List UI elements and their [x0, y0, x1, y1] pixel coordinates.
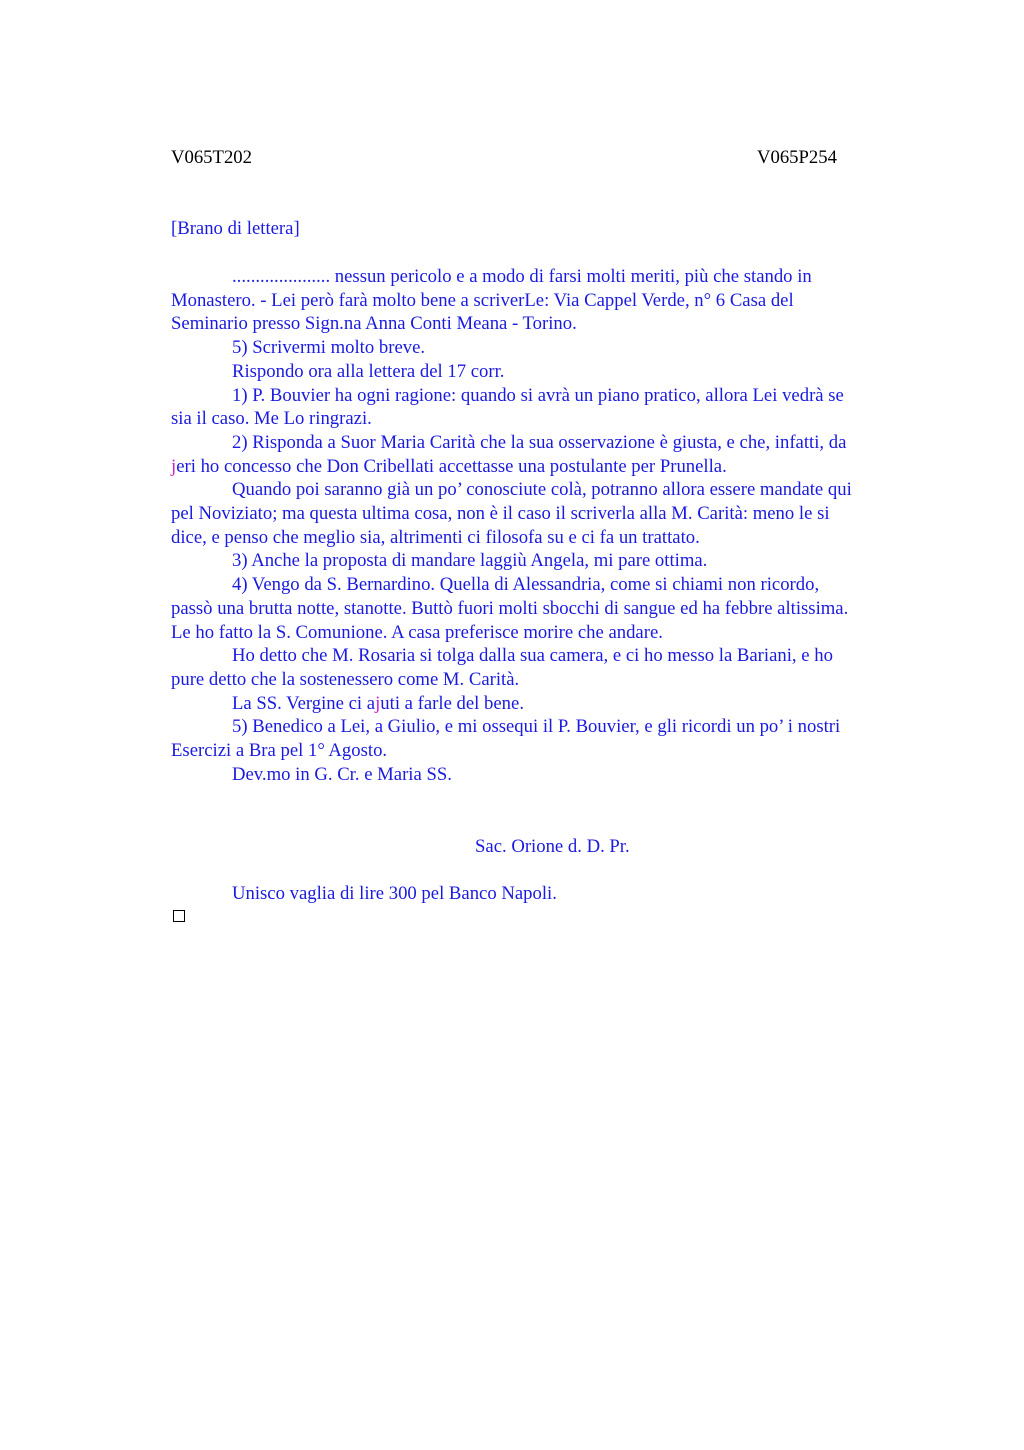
- header-left-code: V065T202: [171, 147, 252, 168]
- paragraph-item-2-continued: eri ho concesso che Don Cribellati accettasse una postulante per Prunella.: [176, 455, 727, 477]
- paragraph-item-3: 3) Anche la proposta di mandare laggiù Angela, mi pare ottima.: [232, 550, 708, 572]
- paragraph-rosaria: Ho detto che M. Rosaria si tolga dalla sua camera, e ci ho messo la Bariani, e ho pure detto che la sostenessero come M. Carità.: [171, 645, 833, 690]
- paragraph-novitiate: Quando poi saranno già un po’ conosciute colà, potranno allora essere mandate qui pel Noviziato; ma questa ultima cosa, non è il caso il scriverla alla M. Carità: meno le si dice, e penso che meglio sia, altrimenti ci filosofa su e ci fa un trattato.: [171, 479, 852, 548]
- paragraph-item-2: [171, 431, 931, 478]
- paragraph-item-4: 4) Vengo da S. Bernardino. Quella di Alessandria, come si chiami non ricordo, passò una brutta notte, stanotte. Buttò fuori molti sbocchi di sangue ed ha febbre altissima. Le ho fatto la S. Comunione. A casa preferisce morire che andare.: [171, 574, 849, 643]
- paragraph-closing: Dev.mo in G. Cr. e Maria SS.: [232, 763, 452, 785]
- paragraph-blessing-continued: uti a farle del bene.: [380, 692, 524, 714]
- square-marker-icon: [173, 910, 185, 922]
- paragraph-blessing: [171, 692, 931, 716]
- paragraph-item-2-text: 2) Risponda a Suor Maria Carità che la sua osservazione è giusta, e che, infatti, da: [232, 431, 847, 453]
- paragraph-item-5-benedico: 5) Benedico a Lei, a Giulio, e mi ossequi il P. Bouvier, e gli ricordi un po’ i nostri Esercizi a Bra pel 1° Agosto.: [171, 716, 841, 762]
- paragraph-reply-intro: Rispondo ora alla lettera del 17 corr.: [232, 360, 505, 382]
- paragraph-item-5-brief: 5) Scrivermi molto breve.: [232, 337, 426, 359]
- signature: Sac. Orione d. D. Pr.: [475, 836, 630, 857]
- paragraph-item-1: 1) P. Bouvier ha ogni ragione: quando si avrà un piano pratico, allora Lei vedrà se sia il caso. Me Lo ringrazi.: [171, 384, 844, 430]
- highlighted-letter: j: [375, 692, 381, 714]
- postscript: Unisco vaglia di lire 300 pel Banco Napoli.: [232, 883, 557, 904]
- highlighted-letter: j: [171, 455, 177, 477]
- paragraph-blessing-text: La SS. Vergine ci a: [232, 692, 376, 714]
- paragraph-opening: ..................... nessun pericolo e a modo di farsi molti meriti, più che stando in Monastero. - Lei però farà molto bene a scriverLe: Via Cappel Verde, n° 6 Casa del Seminario presso Sign.na Anna Conti Meana - Torino.: [171, 266, 812, 335]
- header-right-code: V065P254: [757, 147, 837, 168]
- document-title: [Brano di lettera]: [171, 218, 300, 239]
- letter-body: [171, 265, 931, 786]
